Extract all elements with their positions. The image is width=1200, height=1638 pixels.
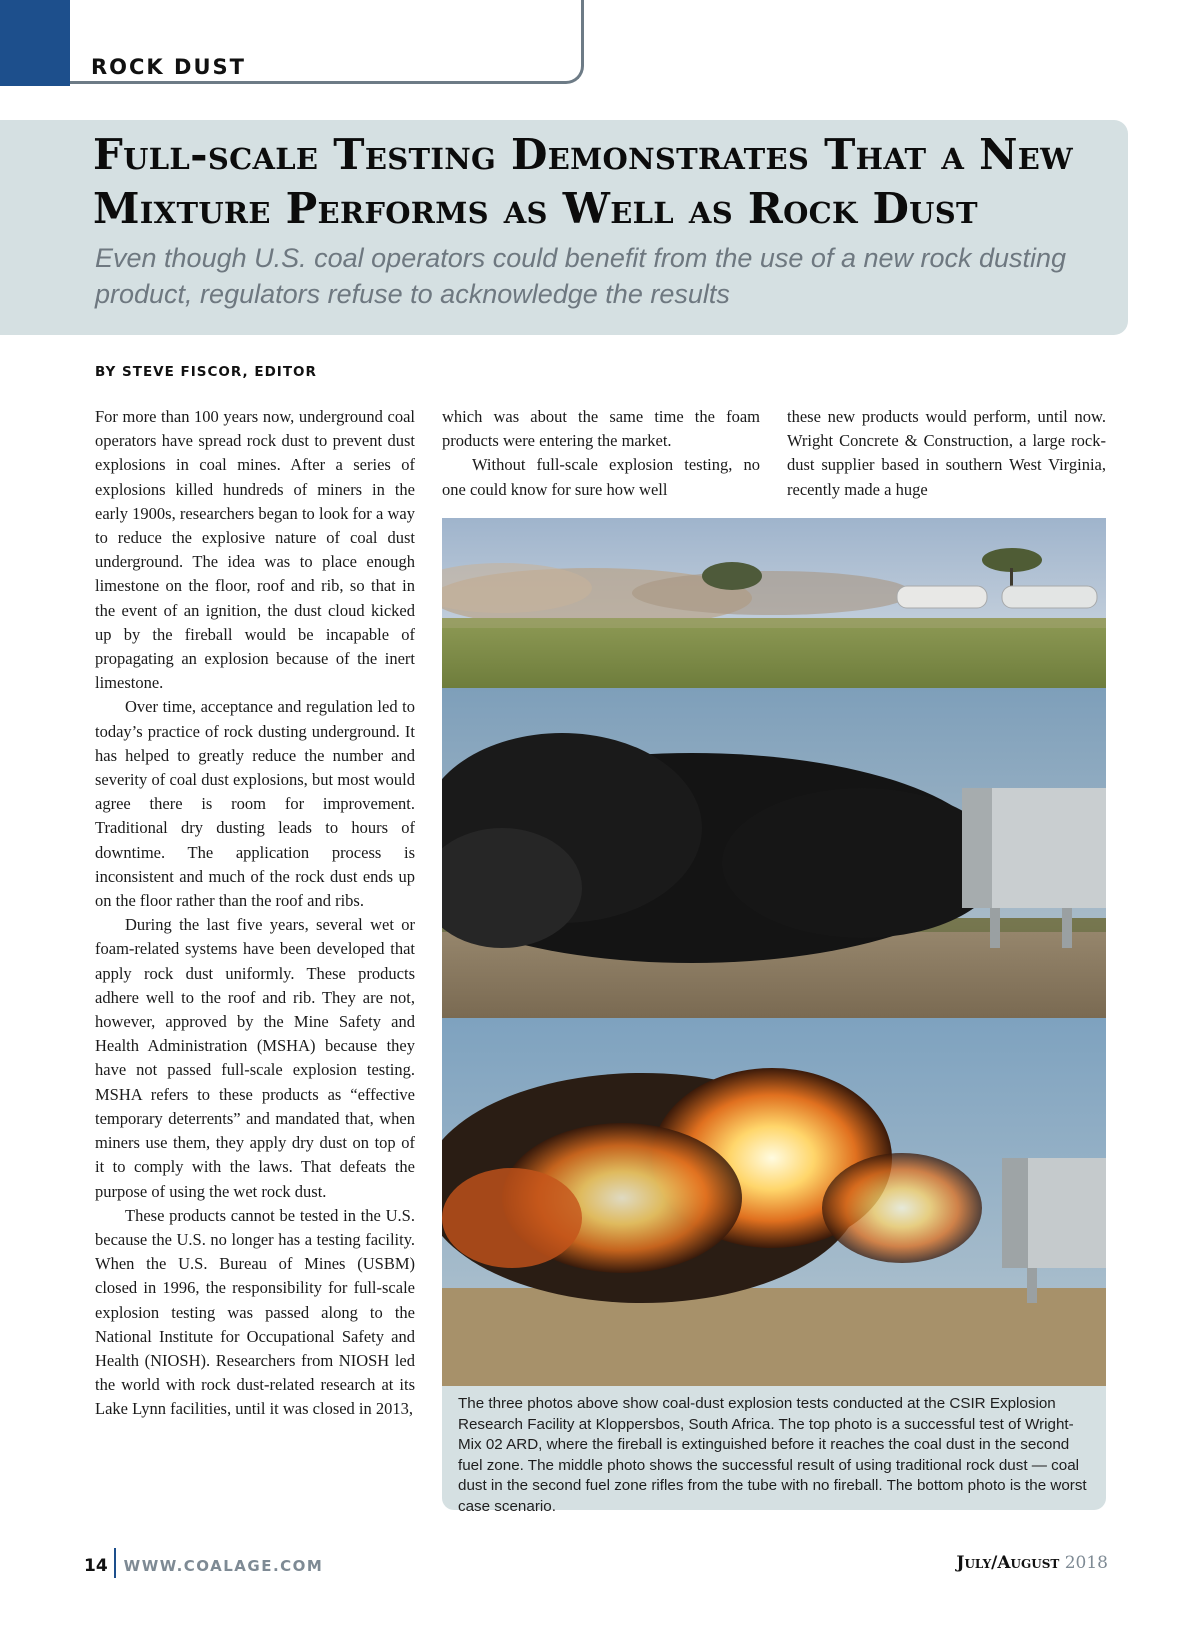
explosion-test-photos — [442, 518, 1106, 1386]
paragraph: For more than 100 years now, underground coal operators have spread rock dust to prevent dust explosions in coal mines. After a series of explosions killed hundreds of miners in the early 1900s, researchers began to look for a way to reduce the explosive nature of coal dust underground. The idea was to place enough limestone on the floor, roof and rib, so that in the event of an ignition, the dust cloud kicked up by the fireball would be incapable of propagating an explosion because of the inert limestone. — [95, 407, 415, 693]
photo-top-field-test — [442, 518, 1106, 688]
paragraph: Over time, acceptance and regulation led to today’s practice of rock dusting underground. It has helped to greatly reduce the number and severity of coal dust explosions, but most would agree there is room for improvement. Traditional dry dusting leads to hours of downtime. The application process is inconsistent and much of the rock dust ends up on the floor rather than the roof and ribs. — [95, 697, 415, 911]
header-accent-bar — [0, 0, 70, 86]
body-column-2 — [442, 405, 760, 502]
footer-right — [956, 1553, 1108, 1573]
website-link[interactable]: WWW.COALAGE.COM — [123, 1557, 324, 1575]
issue-label: July/August — [956, 1553, 1060, 1573]
article-subtitle: Even though U.S. coal operators could benefit from the use of a new rock dusting product, regulators refuse to acknowledge the results — [95, 243, 1067, 309]
body-column-3 — [787, 405, 1106, 502]
photo-middle-black-plume — [442, 688, 1106, 1018]
section-label: ROCK DUST — [91, 55, 246, 79]
photo-caption: The three photos above show coal-dust explosion tests conducted at the CSIR Explosion Research Facility at Kloppersbos, South Africa. The top photo is a successful test of Wright-Mix 02 ARD, where the fireball is extinguished before it reaches the coal dust in the second fuel zone. The middle photo shows the successful result of using traditional rock dust — coal dust in the second fuel zone rifles from the tube with no fireball. The bottom photo is the worst case scenario. — [442, 1386, 1106, 1510]
paragraph: these new products would perform, until now. Wright Concrete & Construction, a large rock-dust supplier based in southern West Virginia, recently made a huge — [787, 407, 1106, 499]
issue-year: 2018 — [1064, 1553, 1108, 1573]
body-column-1 — [95, 405, 415, 1422]
footer-divider — [114, 1548, 116, 1578]
paragraph: which was about the same time the foam products were entering the market. — [442, 407, 760, 451]
photo-bottom-fireball — [442, 1018, 1106, 1386]
paragraph: Without full-scale explosion testing, no one could know for sure how well — [442, 455, 760, 499]
paragraph: These products cannot be tested in the U.S. because the U.S. no longer has a testing facility. When the U.S. Bureau of Mines (USBM) closed in 1996, the responsibility for full-scale explosion testing was passed along to the National Institute for Occupational Safety and Health (NIOSH). Researchers from NIOSH led the world with rock dust-related research at its Lake Lynn facilities, until it was closed in 2013, — [95, 1205, 415, 1419]
article-title: Full-scale Testing Demonstrates That a New Mixture Performs as Well as Rock Dust — [93, 130, 1074, 233]
footer-left — [84, 1551, 323, 1581]
paragraph: During the last five years, several wet or foam-related systems have been developed that apply rock dust uniformly. These products adhere well to the roof and rib. They are not, however, approved by the Mine Safety and Health Administration (MSHA) because they have not passed full-scale explosion testing. MSHA refers to these products as “effective temporary deterrents” and mandated that, when miners use them, they apply dry dust on top of it to comply with the laws. That defeats the purpose of using the wet rock dust. — [95, 915, 415, 1201]
byline: BY STEVE FISCOR, EDITOR — [95, 364, 317, 380]
page-number: 14 — [84, 1556, 108, 1576]
